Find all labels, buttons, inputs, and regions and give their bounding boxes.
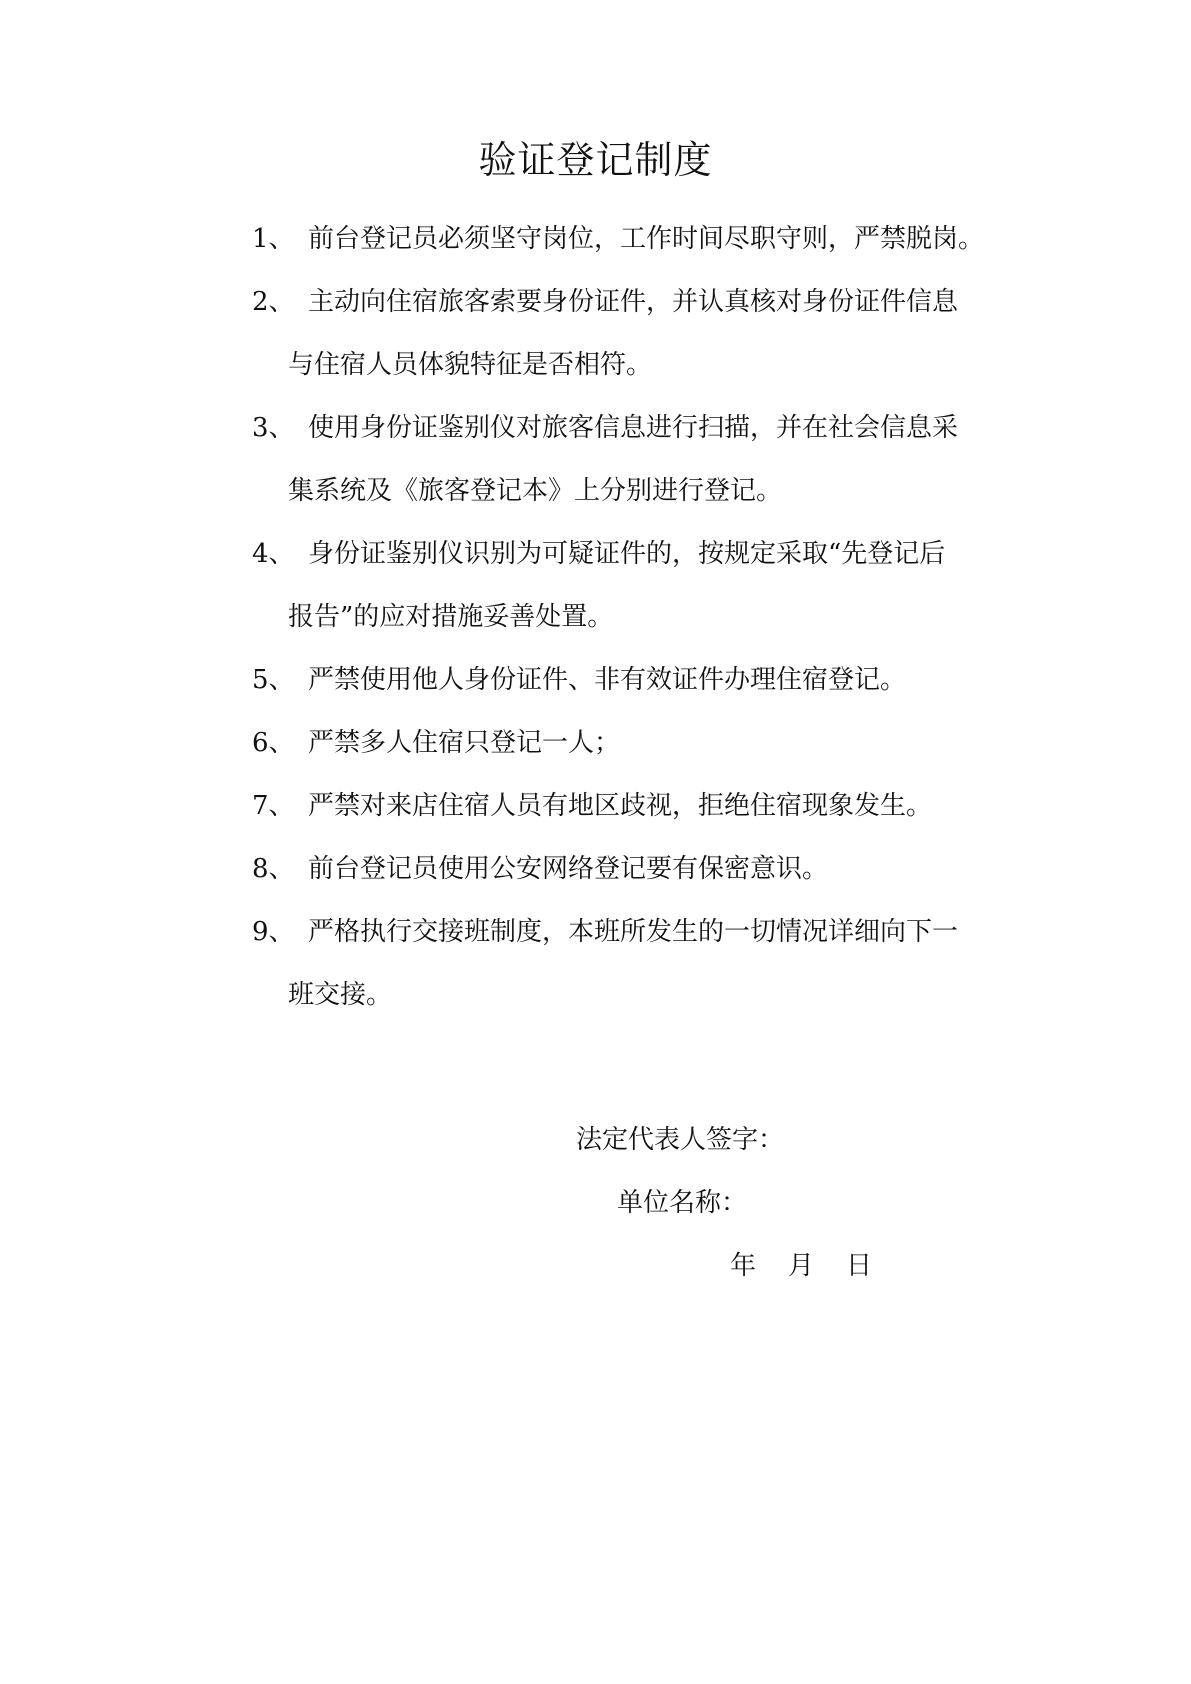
rule-text: 使用身份证鉴别仪对旅客信息进行扫描，并在社会信息采 [308,413,959,443]
document-title: 验证登记制度 [478,138,713,182]
rules-list [252,208,1032,1027]
rule-text: 身份证鉴别仪识别为可疑证件的，按规定采取“先登记后 [308,539,946,569]
date-month-label: 月 [788,1251,815,1281]
rule-text-continued: 集系统及《旅客登记本》上分别进行登记。 [288,476,783,506]
rule-item-3 [252,397,1032,523]
rule-item-6 [252,712,1032,775]
rule-number: 4、 [252,539,295,569]
rule-text-continued: 报告”的应对措施妥善处置。 [288,602,614,632]
rule-number: 7、 [252,791,295,821]
rule-text: 主动向住宿旅客索要身份证件，并认真核对身份证件信息 [308,287,959,317]
rule-text-continued: 班交接。 [288,980,393,1010]
date-year-label: 年 [730,1251,757,1281]
rule-item-2 [252,271,1032,397]
rule-text: 严禁使用他人身份证件、非有效证件办理住宿登记。 [308,665,907,695]
rule-item-7 [252,775,1032,838]
rule-number: 5、 [252,665,295,695]
rule-item-8 [252,838,1032,901]
rule-text: 严禁对来店住宿人员有地区歧视，拒绝住宿现象发生。 [308,791,933,821]
unit-name-label: 单位名称： [617,1188,748,1218]
rule-number: 2、 [252,287,295,317]
rule-item-4 [252,523,1032,649]
rule-text: 严禁多人住宿只登记一人； [308,728,621,758]
rule-number: 6、 [252,728,295,758]
rule-text-continued: 与住宿人员体貌特征是否相符。 [288,350,653,380]
rule-number: 8、 [252,854,295,884]
rule-number: 3、 [252,413,295,443]
rule-item-9 [252,901,1032,1027]
rule-number: 9、 [252,917,295,947]
date-day-label: 日 [846,1251,873,1281]
rule-text: 前台登记员使用公安网络登记要有保密意识。 [308,854,829,884]
rule-text: 前台登记员必须坚守岗位，工作时间尽职守则，严禁脱岗。 [308,224,985,254]
rule-text: 严格执行交接班制度，本班所发生的一切情况详细向下一 [308,917,959,947]
date-line [730,1246,872,1286]
rule-item-1 [252,208,1032,271]
rule-number: 1、 [252,224,295,254]
rule-item-5 [252,649,1032,712]
representative-signature-label: 法定代表人签字： [576,1125,785,1155]
